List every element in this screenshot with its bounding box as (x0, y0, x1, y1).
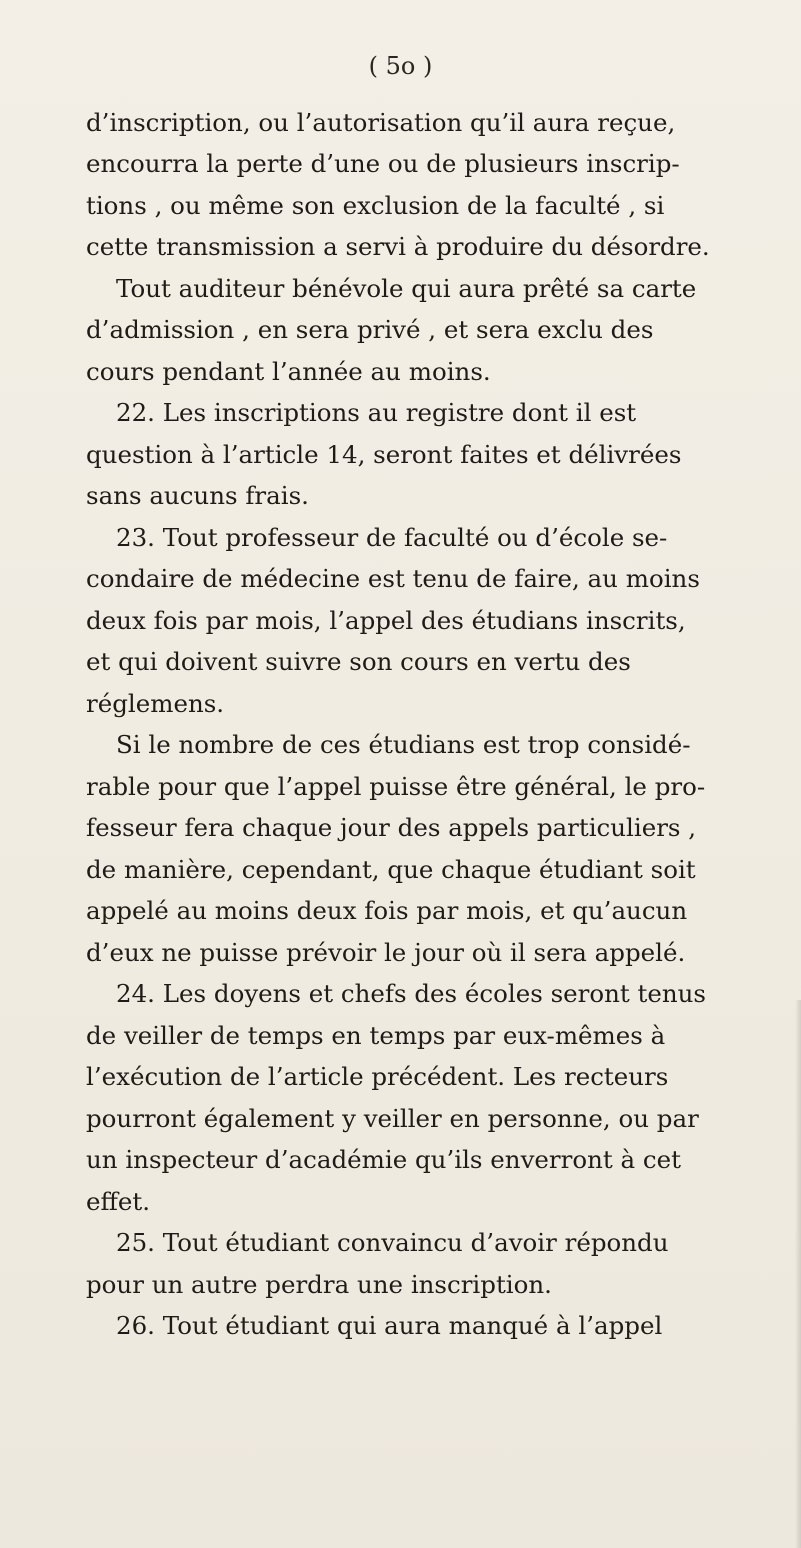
text-line: cours pendant l’année au moins. (86, 357, 491, 386)
text-line: 25. Tout étudiant convaincu d’avoir répondu (116, 1228, 669, 1257)
text-line: de manière, cependant, que chaque étudiant soit (86, 855, 696, 884)
text-line: d’inscription, ou l’autorisation qu’il aura reçue, (86, 108, 676, 137)
text-line: 22. Les inscriptions au registre dont il est (116, 398, 637, 427)
text-line: rable pour que l’appel puisse être général, le pro- (86, 772, 706, 801)
text-line: d’eux ne puisse prévoir le jour où il sera appelé. (86, 938, 686, 967)
text-line: question à l’article 14, seront faites et délivrées (86, 440, 682, 469)
text-line: Si le nombre de ces étudians est trop considé- (116, 730, 691, 759)
text-line: tions , ou même son exclusion de la faculté , si (86, 191, 665, 220)
text-line: un inspecteur d’académie qu’ils enverront à cet (86, 1145, 681, 1174)
text-line: et qui doivent suivre son cours en vertu des (86, 647, 631, 676)
text-line: encourra la perte d’une ou de plusieurs inscrip- (86, 149, 680, 178)
text-line: 26. Tout étudiant qui aura manqué à l’appel (116, 1311, 663, 1340)
text-line: effet. (86, 1187, 151, 1216)
text-line: pourront également y veiller en personne, ou par (86, 1104, 699, 1133)
text-line: l’exécution de l’article précédent. Les recteurs (86, 1062, 669, 1091)
text-line: 24. Les doyens et chefs des écoles seront tenus (116, 979, 706, 1008)
page-number: ( 5o ) (368, 52, 433, 80)
text-line: fesseur fera chaque jour des appels particuliers , (86, 813, 697, 842)
text-line: d’admission , en sera privé , et sera exclu des (86, 315, 654, 344)
text-line: deux fois par mois, l’appel des étudians inscrits, (86, 606, 686, 635)
text-line: pour un autre perdra une inscription. (86, 1270, 552, 1299)
text-line: de veiller de temps en temps par eux-mêmes à (86, 1021, 666, 1050)
text-line: réglemens. (86, 689, 225, 718)
text-line: condaire de médecine est tenu de faire, au moins (86, 564, 700, 593)
page-edge-shadow (795, 1000, 801, 1548)
text-line: cette transmission a servi à produire du désordre. (86, 232, 710, 261)
text-line: Tout auditeur bénévole qui aura prêté sa carte (116, 274, 697, 303)
text-line: appelé au moins deux fois par mois, et qu’aucun (86, 896, 688, 925)
text-line: 23. Tout professeur de faculté ou d’école se- (116, 523, 668, 552)
text-line: sans aucuns frais. (86, 481, 309, 510)
